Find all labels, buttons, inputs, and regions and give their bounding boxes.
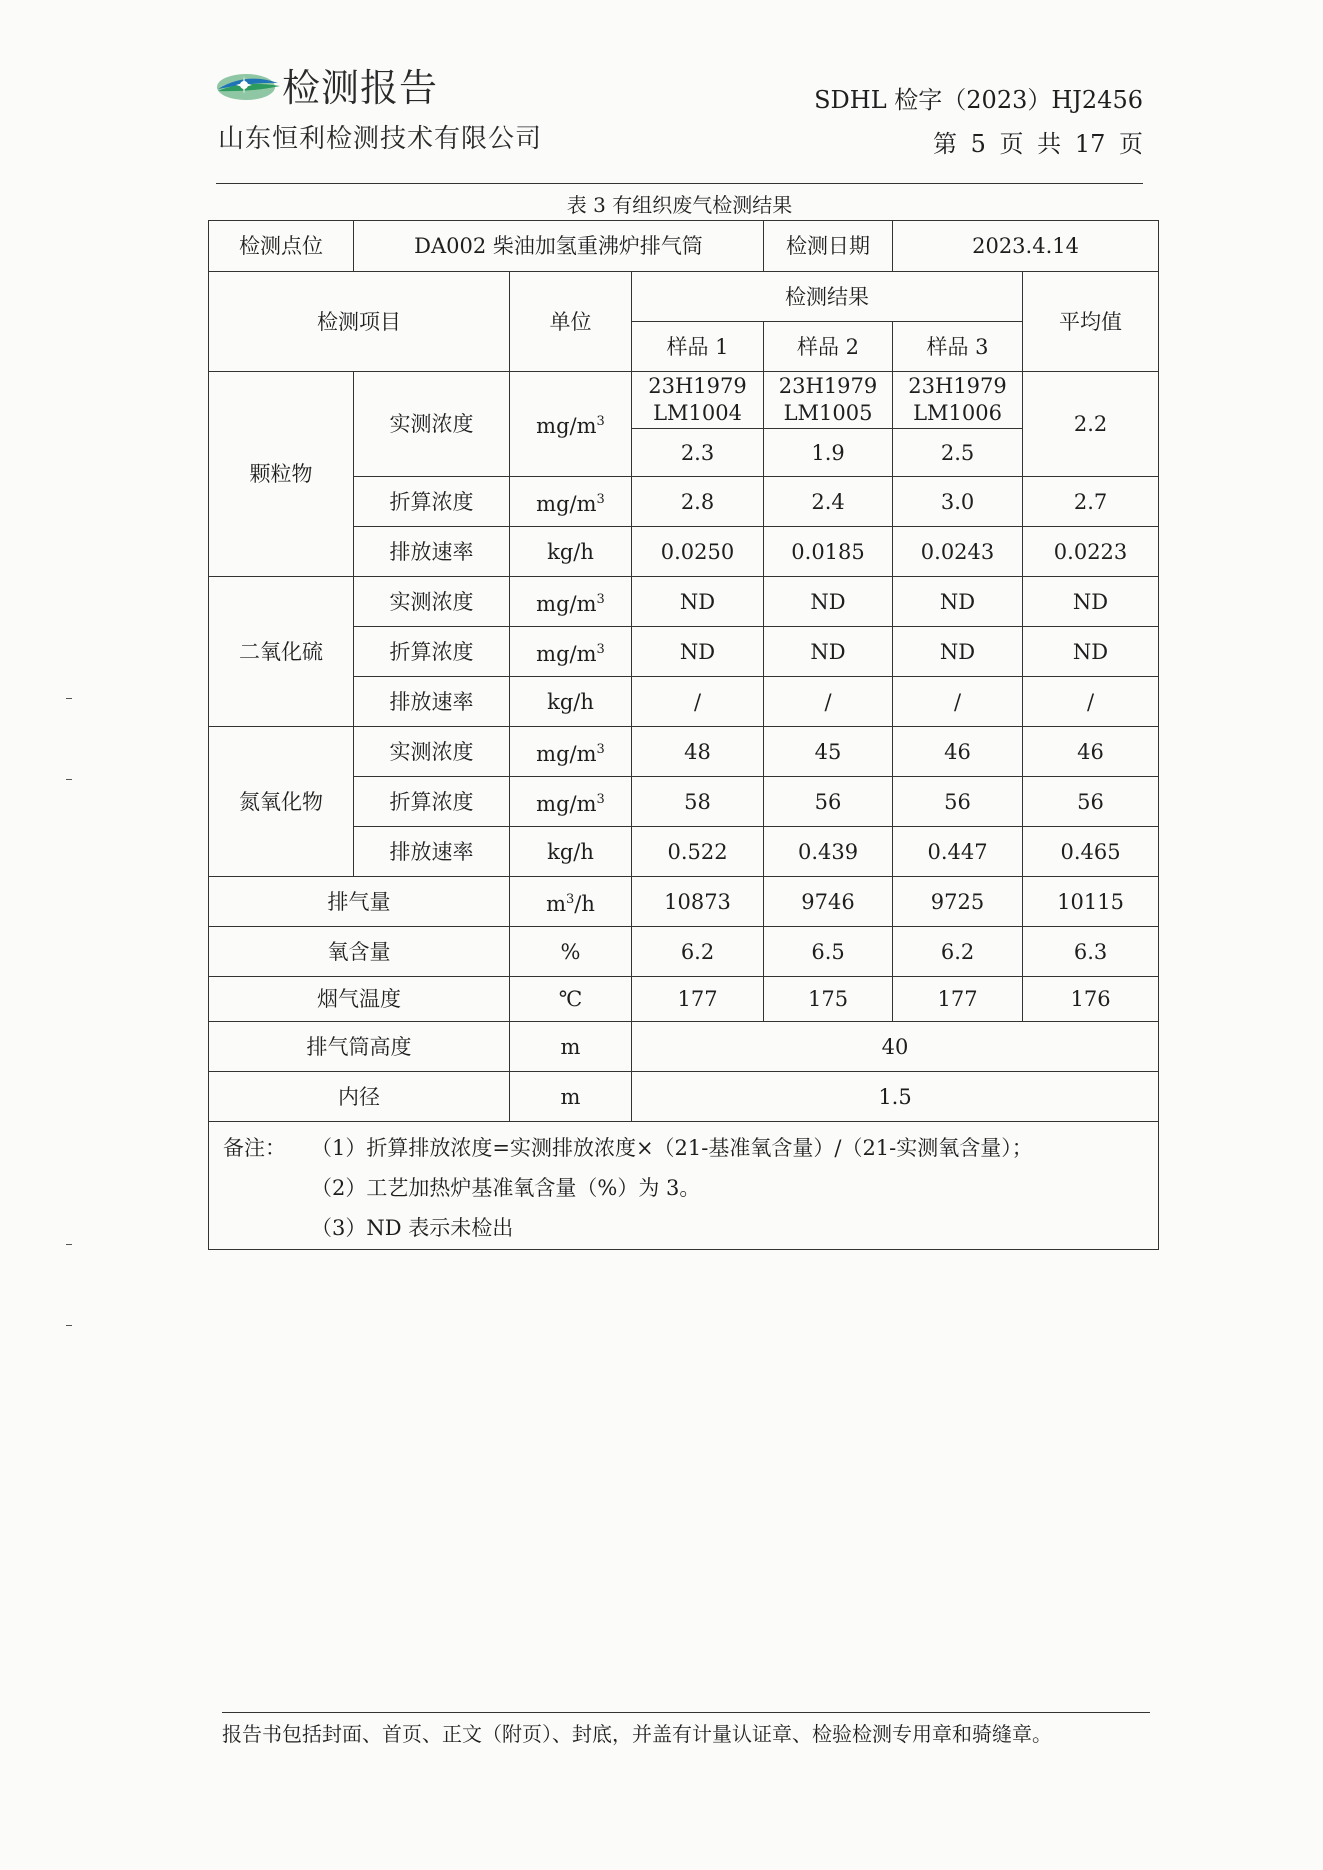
unit-cell xyxy=(510,727,632,777)
value-cell: 177 xyxy=(893,977,1023,1022)
results-table xyxy=(208,220,1159,1250)
avg-value: ND xyxy=(1023,577,1159,627)
sample-id-line: LM1005 xyxy=(783,401,873,425)
unit-cell xyxy=(510,527,632,577)
page-mid: 页 共 xyxy=(999,130,1062,158)
value-cell: 6.2 xyxy=(632,927,764,977)
avg-value: / xyxy=(1023,677,1159,727)
value-cell: ND xyxy=(893,627,1023,677)
unit-cell: m xyxy=(510,1072,632,1122)
value-cell: / xyxy=(764,677,893,727)
merged-value: 1.5 xyxy=(632,1072,1159,1122)
value-cell: 0.439 xyxy=(764,827,893,877)
unit-base: kg/h xyxy=(547,839,594,864)
value-cell: 58 xyxy=(632,777,764,827)
value-cell: 0.0250 xyxy=(632,527,764,577)
date-value: 2023.4.14 xyxy=(893,221,1159,272)
avg-value: 176 xyxy=(1023,977,1159,1022)
item-name: 折算浓度 xyxy=(354,477,510,527)
value-cell: 10873 xyxy=(632,877,764,927)
item-name: 排放速率 xyxy=(354,677,510,727)
avg-value: 46 xyxy=(1023,727,1159,777)
unit-cell xyxy=(510,927,632,977)
value-cell: 0.0243 xyxy=(893,527,1023,577)
pollutant-name: 颗粒物 xyxy=(209,372,354,577)
value-cell: 0.522 xyxy=(632,827,764,877)
margin-mark xyxy=(66,1325,72,1326)
sample-id-line: 23H1979 xyxy=(778,374,878,398)
unit-cell xyxy=(510,877,632,927)
value-cell: 177 xyxy=(632,977,764,1022)
site-label: 检测点位 xyxy=(209,221,354,272)
avg-value: 0.0223 xyxy=(1023,527,1159,577)
unit-superscript: 3 xyxy=(596,791,605,807)
value-cell: ND xyxy=(632,577,764,627)
sample-id-line: LM1006 xyxy=(913,401,1002,425)
unit-superscript: 3 xyxy=(596,741,605,757)
item-name: 实测浓度 xyxy=(354,727,510,777)
value-cell: 3.0 xyxy=(893,477,1023,527)
table-row xyxy=(209,577,1159,627)
sample-id-cell xyxy=(893,372,1023,429)
table-row xyxy=(209,977,1159,1022)
value-cell: 56 xyxy=(893,777,1023,827)
table-title: 表 3 有组织废气检测结果 xyxy=(566,193,793,217)
value-cell: 56 xyxy=(764,777,893,827)
notes-cell xyxy=(209,1122,1159,1250)
unit-header: 单位 xyxy=(510,272,632,372)
avg-value: 2.2 xyxy=(1023,372,1159,477)
unit-superscript: 3 xyxy=(596,591,605,607)
table-row xyxy=(209,372,1159,429)
header-divider xyxy=(216,183,1143,184)
merged-value: 40 xyxy=(632,1022,1159,1072)
avg-value: 6.3 xyxy=(1023,927,1159,977)
value-cell: 46 xyxy=(893,727,1023,777)
item-name: 内径 xyxy=(209,1072,510,1122)
site-value: DA002 柴油加氢重沸炉排气筒 xyxy=(354,221,764,272)
unit-base: mg/m xyxy=(536,414,597,438)
report-title: 检测报告 xyxy=(282,66,439,110)
value-cell: 6.5 xyxy=(764,927,893,977)
note-line xyxy=(209,1208,1158,1248)
avg-value: 10115 xyxy=(1023,877,1159,927)
table-row xyxy=(209,927,1159,977)
unit-base: mg/m xyxy=(536,791,597,816)
unit-base: % xyxy=(560,939,581,964)
page-prefix: 第 xyxy=(932,130,957,158)
notes-label: 备注： xyxy=(223,1136,286,1160)
avg-value: 0.465 xyxy=(1023,827,1159,877)
unit-tail: /h xyxy=(574,891,595,916)
value-cell: 2.3 xyxy=(632,429,764,477)
value-cell: 9725 xyxy=(893,877,1023,927)
item-name: 排放速率 xyxy=(354,827,510,877)
unit-superscript: 3 xyxy=(596,414,605,429)
value-cell: / xyxy=(893,677,1023,727)
unit-cell xyxy=(510,372,632,477)
value-cell: 2.5 xyxy=(893,429,1023,477)
unit-base: m xyxy=(546,891,567,916)
unit-cell xyxy=(510,827,632,877)
date-label: 检测日期 xyxy=(764,221,893,272)
value-cell: / xyxy=(632,677,764,727)
table-row xyxy=(209,1072,1159,1122)
company-logo-icon xyxy=(216,70,282,104)
unit-cell: m xyxy=(510,1022,632,1072)
value-cell: 9746 xyxy=(764,877,893,927)
note-text: （1）折算排放浓度=实测排放浓度×（21-基准氧含量）/（21-实测氧含量）； xyxy=(311,1136,1033,1160)
value-cell: 1.9 xyxy=(764,429,893,477)
sample-id-cell xyxy=(632,372,764,429)
value-cell: 48 xyxy=(632,727,764,777)
value-cell: ND xyxy=(893,577,1023,627)
value-cell: 2.8 xyxy=(632,477,764,527)
unit-base: mg/m xyxy=(536,591,597,616)
item-name: 实测浓度 xyxy=(354,372,510,477)
footer-divider xyxy=(222,1712,1150,1713)
table-row xyxy=(209,727,1159,777)
value-cell: 6.2 xyxy=(893,927,1023,977)
value-cell: ND xyxy=(764,627,893,677)
item-name: 排放速率 xyxy=(354,527,510,577)
report-number: SDHL 检字（2023）HJ2456 xyxy=(814,86,1143,114)
pollutant-name: 二氧化硫 xyxy=(209,577,354,727)
header-row-1 xyxy=(209,272,1159,322)
unit-base: mg/m xyxy=(536,641,597,666)
value-cell: 0.447 xyxy=(893,827,1023,877)
result-header: 检测结果 xyxy=(632,272,1023,322)
sample-id-cell xyxy=(764,372,893,429)
unit-base: kg/h xyxy=(547,689,594,714)
sample-id-line: 23H1979 xyxy=(908,374,1007,398)
value-cell: 0.0185 xyxy=(764,527,893,577)
unit-cell xyxy=(510,577,632,627)
note-line xyxy=(209,1128,1158,1168)
item-name: 排气筒高度 xyxy=(209,1022,510,1072)
note-text: （2）工艺加热炉基准氧含量（%）为 3。 xyxy=(311,1176,701,1200)
value-cell: ND xyxy=(632,627,764,677)
item-header: 检测项目 xyxy=(209,272,510,372)
unit-base: mg/m xyxy=(536,491,597,516)
margin-mark xyxy=(66,779,72,780)
page-suffix: 页 xyxy=(1119,130,1143,158)
item-name: 实测浓度 xyxy=(354,577,510,627)
item-name: 折算浓度 xyxy=(354,777,510,827)
unit-cell xyxy=(510,477,632,527)
avg-value: 2.7 xyxy=(1023,477,1159,527)
page-number: 5 xyxy=(970,130,986,158)
footer-note: 报告书包括封面、首页、正文（附页）、封底，并盖有计量认证章、检验检测专用章和骑缝章。 xyxy=(222,1722,1052,1746)
avg-value: 56 xyxy=(1023,777,1159,827)
margin-mark xyxy=(66,1244,72,1245)
note-line xyxy=(209,1168,1158,1208)
company-name: 山东恒利检测技术有限公司 xyxy=(218,124,543,154)
unit-superscript: 3 xyxy=(566,891,575,907)
margin-mark xyxy=(66,698,72,699)
sample-header: 样品 3 xyxy=(893,322,1023,372)
value-cell: ND xyxy=(764,577,893,627)
table-row xyxy=(209,877,1159,927)
item-name: 折算浓度 xyxy=(354,627,510,677)
unit-base: mg/m xyxy=(536,741,597,766)
site-row xyxy=(209,221,1159,272)
avg-value: ND xyxy=(1023,627,1159,677)
page-total: 17 xyxy=(1074,130,1106,158)
sample-id-line: LM1004 xyxy=(653,401,742,425)
sample-header: 样品 2 xyxy=(764,322,893,372)
unit-cell xyxy=(510,777,632,827)
pollutant-name: 氮氧化物 xyxy=(209,727,354,877)
item-name: 氧含量 xyxy=(209,927,510,977)
unit-base: kg/h xyxy=(547,539,594,564)
sample-header: 样品 1 xyxy=(632,322,764,372)
unit-superscript: 3 xyxy=(596,491,605,507)
page-counter xyxy=(933,124,1143,159)
unit-cell xyxy=(510,627,632,677)
unit-base: ℃ xyxy=(558,987,583,1011)
item-name: 烟气温度 xyxy=(209,977,510,1022)
note-text: （3）ND 表示未检出 xyxy=(311,1216,514,1240)
unit-cell xyxy=(510,977,632,1022)
value-cell: 2.4 xyxy=(764,477,893,527)
unit-cell xyxy=(510,677,632,727)
notes-row xyxy=(209,1122,1159,1250)
sample-id-line: 23H1979 xyxy=(648,374,747,398)
value-cell: 45 xyxy=(764,727,893,777)
avg-header: 平均值 xyxy=(1023,272,1159,372)
value-cell: 175 xyxy=(764,977,893,1022)
unit-superscript: 3 xyxy=(596,641,605,657)
item-name: 排气量 xyxy=(209,877,510,927)
table-row xyxy=(209,1022,1159,1072)
